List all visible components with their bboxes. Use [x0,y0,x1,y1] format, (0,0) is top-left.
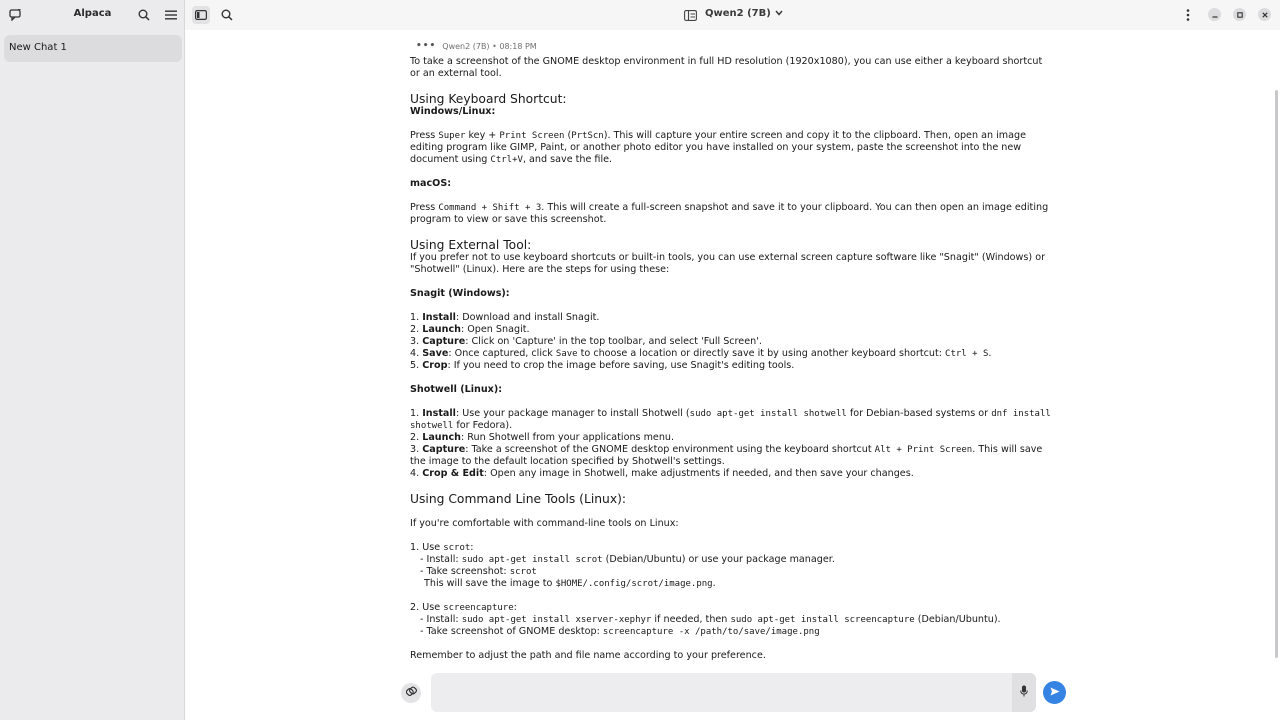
chat-item-label: New Chat 1 [9,42,67,53]
list-item: 2. Use screencapture: [410,602,517,613]
list-item: 2. Launch: Open Snagit. [410,324,530,335]
list-item: 1. Install: Download and install Snagit. [410,312,600,323]
microphone-icon [1020,685,1028,700]
maximize-button[interactable] [1233,8,1246,21]
toggle-sidebar-icon[interactable] [192,6,210,24]
message-meta: Qwen2 (7B) • 08:18 PM [442,41,537,51]
scrollbar[interactable] [1275,90,1278,658]
list-item: - Take screenshot: scrot [420,566,537,577]
list-item: - Install: sudo apt-get install scrot (Debian/Ubuntu) or use your package manager. [420,554,835,565]
more-options-icon[interactable] [1179,6,1197,24]
message-header [416,41,537,51]
message-paragraph: If you're comfortable with command-line tools on Linux: [410,518,679,529]
assistant-message [410,56,1055,662]
list-item: - Take screenshot of GNOME desktop: screencapture -x /path/to/save/image.png [420,626,820,637]
chat-item-new-chat-1[interactable] [4,35,182,62]
subsection-label: macOS: [410,178,452,189]
message-options-icon[interactable]: ••• [416,41,437,51]
model-selector[interactable] [705,8,783,19]
list-item: 3. Capture: Click on 'Capture' in the top toolbar, and select 'Full Screen'. [410,336,762,347]
list-item: 3. Capture: Take a screenshot of the GNOME desktop environment using the keyboard shortcut Alt + Print Screen. This will save the image to the default location specified by Shotwell's settings. [410,444,1043,467]
message-paragraph: Remember to adjust the path and file name according to your preference. [410,650,766,661]
attachment-icon [406,686,417,700]
send-icon [1050,687,1060,699]
model-selector-label: Qwen2 (7B) [705,8,771,19]
close-button[interactable] [1258,8,1271,21]
section-heading: Using External Tool: [410,238,532,252]
subsection-label: Shotwell (Linux): [410,384,503,395]
list-item: 1. Use scrot: [410,542,474,553]
message-input[interactable] [431,673,1036,712]
minimize-button[interactable] [1208,8,1221,21]
sidebar-header [0,0,184,30]
model-manager-icon[interactable] [681,6,699,24]
sidebar [0,0,185,720]
attach-button[interactable] [401,683,421,703]
list-item: 1. Install: Use your package manager to install Shotwell (sudo apt-get install shotwell for Debian-based systems or dnf install shotwell for Fedora). [410,408,1051,431]
list-item: 5. Crop: If you need to crop the image before saving, use Snagit's editing tools. [410,360,795,371]
section-heading: Using Command Line Tools (Linux): [410,492,627,506]
message-paragraph: If you prefer not to use keyboard shortcuts or built-in tools, you can use external screen capture software like "Snagit" (Windows) or "Shotwell" (Linux). Here are the steps for using these: [410,252,1046,275]
chevron-down-icon [775,8,783,19]
list-item: 2. Launch: Run Shotwell from your applications menu. [410,432,675,443]
message-paragraph: To take a screenshot of the GNOME desktop environment in full HD resolution (1920x1080), you can use either a keyboard shortcut or an external tool. [410,56,1043,79]
section-heading: Using Keyboard Shortcut: [410,92,567,106]
search-messages-icon[interactable] [218,6,236,24]
message-paragraph: Press Super key + Print Screen (PrtScn). This will capture your entire screen and copy it to the clipboard. Then, open an image editing program like GIMP, Paint, or another photo editor you have installed on your system, paste the screenshot into the new document using Ctrl+V, and save the file. [410,130,1026,165]
list-item: 4. Crop & Edit: Open any image in Shotwell, make adjustments if needed, and then save your changes. [410,468,914,479]
menu-icon[interactable] [162,6,180,24]
subsection-label: Windows/Linux: [410,106,496,117]
search-icon[interactable] [135,6,153,24]
voice-input-button[interactable] [1012,673,1036,712]
list-item: - Install: sudo apt-get install xserver-xephyr if needed, then sudo apt-get install screencapture (Debian/Ubuntu). [420,614,1001,625]
subsection-label: Snagit (Windows): [410,288,510,299]
list-item: This will save the image to $HOME/.config/scrot/image.png. [424,578,716,589]
app-title: Alpaca [73,8,112,19]
main-panel [185,0,1280,720]
list-item: 4. Save: Once captured, click Save to choose a location or directly save it by using another keyboard shortcut: Ctrl + S. [410,348,992,359]
header-bar [185,0,1280,30]
message-paragraph: Press Command + Shift + 3. This will create a full-screen snapshot and save it to your clipboard. You can then open an image editing program to view or save this screenshot. [410,202,1049,225]
send-button[interactable] [1043,681,1066,704]
